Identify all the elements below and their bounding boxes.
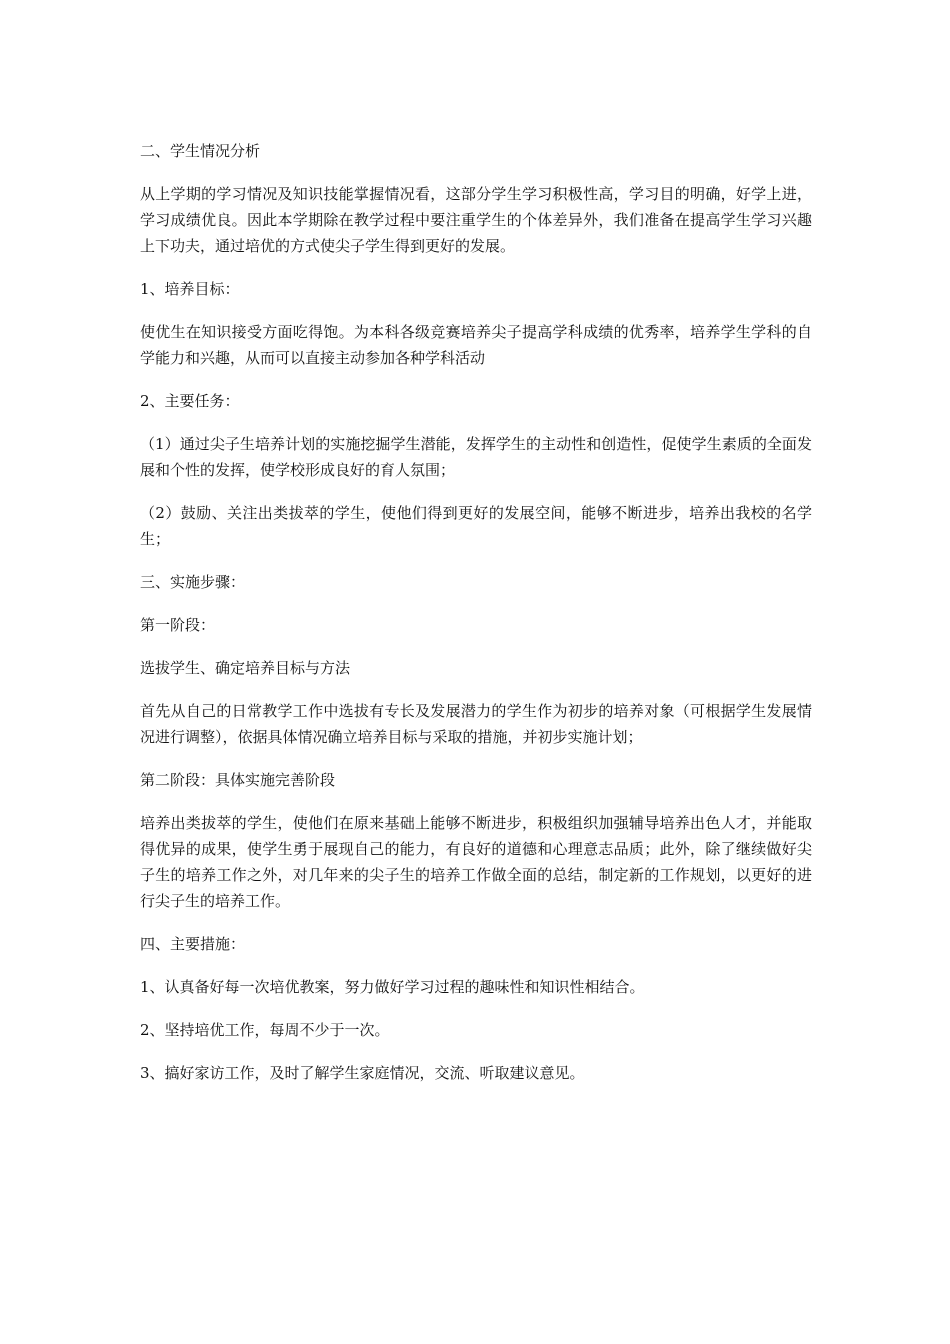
section-heading-main-measures: 四、主要措施：: [140, 935, 246, 953]
paragraph-training-goal: 使优生在知识接受方面吃得饱。为本科各级竞赛培养尖子提高学科成绩的优秀率，培养学生学科的自学能力和兴趣，从而可以直接主动参加各种学科活动: [140, 323, 812, 367]
subheading-stage-two: 第二阶段：具体实施完善阶段: [140, 771, 336, 789]
paragraph-stage-one-detail: 首先从自己的日常教学工作中选拔有专长及发展潜力的学生作为初步的培养对象（可根据学生发展情况进行调整），依据具体情况确立培养目标与采取的措施，并初步实施计划；: [140, 702, 812, 746]
section-heading-student-analysis: 二、学生情况分析: [140, 142, 261, 160]
subheading-stage-one: 第一阶段：: [140, 616, 216, 634]
subheading-training-goal: 1、培养目标：: [140, 280, 240, 298]
section-heading-implementation-steps: 三、实施步骤：: [140, 573, 246, 591]
paragraph-stage-one-title: 选拔学生、确定培养目标与方法: [140, 659, 351, 677]
paragraph-task-1: （1）通过尖子生培养计划的实施挖掘学生潜能，发挥学生的主动性和创造性，促使学生素质的全面发展和个性的发挥，使学校形成良好的育人氛围；: [140, 435, 812, 479]
subheading-main-tasks: 2、主要任务：: [140, 392, 240, 410]
list-item-measure-1: 1、认真备好每一次培优教案，努力做好学习过程的趣味性和知识性相结合。: [140, 978, 645, 996]
document-page: [140, 138, 812, 1103]
paragraph-task-2: （2）鼓励、关注出类拔萃的学生，使他们得到更好的发展空间，能够不断进步，培养出我校的名学生；: [140, 504, 812, 548]
paragraph-stage-two-detail: 培养出类拔萃的学生，使他们在原来基础上能够不断进步，积极组织加强辅导培养出色人才，并能取得优异的成果，使学生勇于展现自己的能力，有良好的道德和心理意志品质；此外，除了继续做好尖子生的培养工作之外，对几年来的尖子生的培养工作做全面的总结，制定新的工作规划，以更好的进行尖子生的培养工作。: [140, 814, 812, 910]
paragraph-student-analysis: 从上学期的学习情况及知识技能掌握情况看，这部分学生学习积极性高，学习目的明确，好学上进，学习成绩优良。因此本学期除在教学过程中要注重学生的个体差异外，我们准备在提高学生学习兴趣上下功夫，通过培优的方式使尖子学生得到更好的发展。: [140, 185, 812, 255]
list-item-measure-2: 2、坚持培优工作，每周不少于一次。: [140, 1021, 390, 1039]
list-item-measure-3: 3、搞好家访工作，及时了解学生家庭情况，交流、听取建议意见。: [140, 1064, 585, 1082]
